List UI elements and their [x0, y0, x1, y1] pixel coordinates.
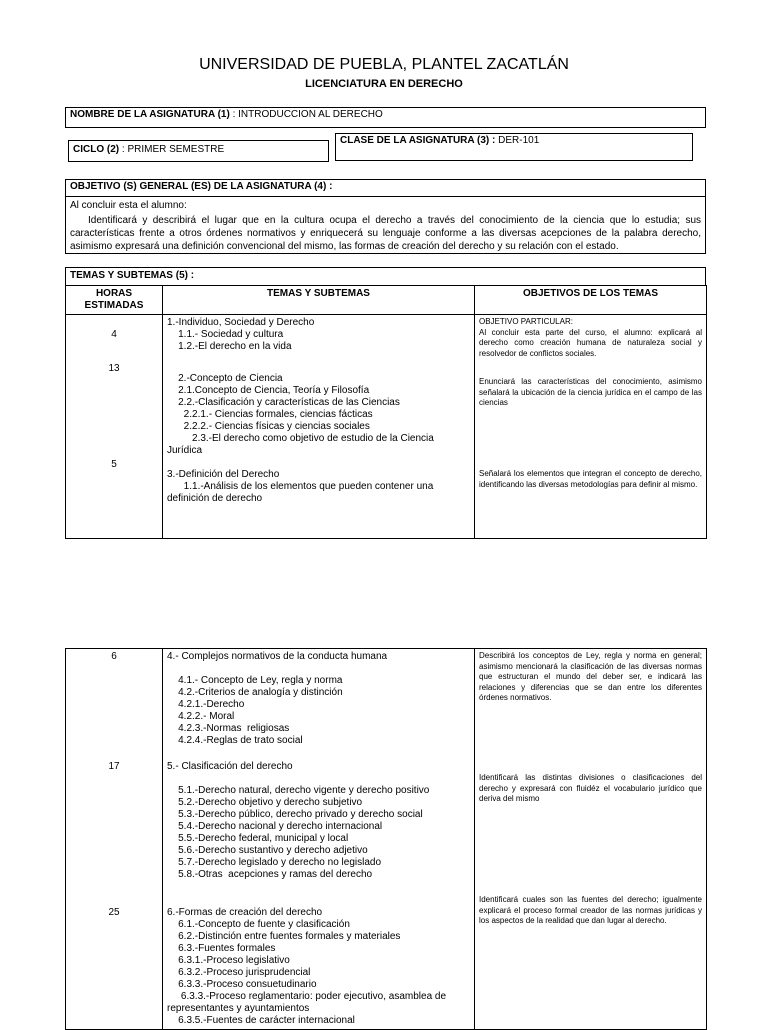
objective-text: Señalará los elementos que integran el concepto de derecho, identificando las diversas metodologías para definir al mismo.: [479, 469, 702, 489]
topic-line: 2.2.1.- Ciencias formales, ciencias fácticas: [167, 409, 373, 420]
topic-line: 1.-Individuo, Sociedad y Derecho: [167, 317, 315, 328]
topic-line: 2.3.-El derecho como objetivo de estudio de la Ciencia: [167, 433, 434, 444]
hours-cell: [66, 649, 163, 1030]
topic-line: 5.2.-Derecho objetivo y derecho subjetivo: [167, 797, 363, 808]
topics-cell: [163, 315, 475, 539]
topic-block: [167, 907, 470, 1027]
subject-name-label: NOMBRE DE LA ASIGNATURA (1): [70, 109, 230, 120]
topics-label: TEMAS Y SUBTEMAS (5) :: [65, 267, 706, 285]
topic-line: representantes y ayuntamientos: [167, 1003, 310, 1014]
topics-table-1: [65, 285, 707, 539]
topic-line: 3.-Definición del Derecho: [167, 469, 280, 480]
topic-line: 2.1.Concepto de Ciencia, Teoría y Filosofía: [167, 385, 370, 396]
program-subtitle: LICENCIATURA EN DERECHO: [305, 78, 463, 90]
topic-block: [167, 469, 470, 505]
topic-line: 5.1.-Derecho natural, derecho vigente y derecho positivo: [167, 785, 430, 796]
objective-text: Describirá los conceptos de Ley, regla y norma en general; asimismo mencionará la clasificación de las diversas normas que estructuran el mundo del deber ser, e indicará las relaciones y diferencias que se dan entre los diferentes órdenes normativos.: [479, 651, 702, 702]
topic-line: 2.-Concepto de Ciencia: [167, 373, 283, 384]
topic-line: [167, 773, 470, 785]
objective-block: [479, 377, 702, 469]
subject-name-box: [65, 107, 706, 128]
topic-line: 2.2.-Clasificación y características de las Ciencias: [167, 397, 400, 408]
topic-line: 5.5.-Derecho federal, municipal y local: [167, 833, 349, 844]
topic-block: [167, 761, 470, 907]
topic-block: [167, 317, 470, 373]
cycle-value: : PRIMER SEMESTRE: [119, 144, 225, 155]
hours-value: 4: [111, 329, 117, 340]
objective-block: [479, 317, 702, 377]
general-objective-intro: Al concluir esta el alumno:: [70, 200, 187, 211]
topic-line: 4.2.1.-Derecho: [167, 699, 245, 710]
objective-text: Identificará las distintas divisiones o clasificaciones del derecho y expresará con fluidéz el vocabulario jurídico que deriva del mismo: [479, 773, 702, 803]
topics-column-header: TEMAS Y SUBTEMAS: [163, 286, 475, 315]
general-objective-label: OBJETIVO (S) GENERAL (ES) DE LA ASIGNATURA (4) :: [66, 180, 705, 197]
topic-line: 5.6.-Derecho sustantivo y derecho adjetivo: [167, 845, 368, 856]
topic-line: 4.2.4.-Reglas de trato social: [167, 735, 303, 746]
objectives-cell: [475, 649, 707, 1030]
topic-line: 6.3.5.-Fuentes de carácter internacional: [167, 1015, 355, 1026]
topic-line: 1.1.-Análisis de los elementos que pueden contener una: [167, 481, 434, 492]
topic-line: 6.2.-Distinción entre fuentes formales y materiales: [167, 931, 401, 942]
objective-text: Identificará cuales son las fuentes del derecho; igualmente explicará el proceso formal creador de las normas jurídicas y los aspectos de la realidad que dan lugar al derecho.: [479, 895, 702, 925]
topic-line: [167, 663, 470, 675]
topic-line: 6.1.-Concepto de fuente y clasificación: [167, 919, 350, 930]
topic-line: Jurídica: [167, 445, 203, 456]
topic-line: 6.3.1.-Proceso legislativo: [167, 955, 290, 966]
topic-line: 6.3.-Fuentes formales: [167, 943, 276, 954]
objective-text: Al concluir esta parte del curso, el alumno: explicará al derecho como creación humana de naturaleza social y resolvedor de conflictos sociales.: [479, 327, 702, 358]
topics-cell: [163, 649, 475, 1030]
subject-class-box: [335, 133, 693, 161]
general-objective-box: [65, 179, 706, 254]
objective-block: [479, 895, 702, 927]
topic-line: 6.3.2.-Proceso jurisprudencial: [167, 967, 311, 978]
hours-value: 5: [111, 459, 117, 470]
objectives-column-header: OBJETIVOS DE LOS TEMAS: [475, 286, 707, 315]
topic-line: definición de derecho: [167, 493, 263, 504]
objective-heading: OBJETIVO PARTICULAR:: [479, 317, 573, 326]
hours-cell: [66, 315, 163, 539]
hours-value: 13: [108, 363, 120, 374]
objective-block: [479, 469, 702, 490]
hours-value: 6: [111, 651, 117, 662]
topic-line: 4.2.-Criterios de analogía y distinción: [167, 687, 343, 698]
topic-line: 6.-Formas de creación del derecho: [167, 907, 323, 918]
topic-line: 4.- Complejos normativos de la conducta humana: [167, 651, 388, 662]
topic-block: [167, 651, 470, 761]
hours-value: 25: [108, 907, 120, 918]
objectives-cell: [475, 315, 707, 539]
hours-value: 17: [108, 761, 120, 772]
topic-line: 5.7.-Derecho legislado y derecho no legislado: [167, 857, 382, 868]
topic-line: 1.1.- Sociedad y cultura: [167, 329, 284, 340]
subject-class-label: CLASE DE LA ASIGNATURA (3) :: [340, 135, 496, 146]
topic-block: [167, 373, 470, 469]
objective-text: Enunciará las características del conocimiento, asimismo señalará la ubicación de la ciencia jurídica en el campo de las ciencias: [479, 377, 702, 407]
topic-line: 1.2.-El derecho en la vida: [167, 341, 292, 352]
subject-name-value: : INTRODUCCION AL DERECHO: [229, 109, 383, 120]
objective-block: [479, 773, 702, 895]
topic-line: 5.- Clasificación del derecho: [167, 761, 293, 772]
cycle-label: CICLO (2): [73, 144, 120, 155]
topic-line: 4.2.2.- Moral: [167, 711, 235, 722]
subject-class-value: DER-101: [495, 135, 540, 146]
topic-line: 4.2.3.-Normas religiosas: [167, 723, 290, 734]
hours-column-header: HORAS ESTIMADAS: [66, 286, 163, 315]
objective-block: [479, 651, 702, 773]
topic-line: 6.3.3.-Proceso reglamentario: poder ejecutivo, asamblea de: [167, 991, 447, 1002]
topic-line: 5.4.-Derecho nacional y derecho internacional: [167, 821, 383, 832]
university-title: UNIVERSIDAD DE PUEBLA, PLANTEL ZACATLÁN: [199, 56, 569, 73]
topic-line: 2.2.2.- Ciencias físicas y ciencias sociales: [167, 421, 370, 432]
topic-line: 4.1.- Concepto de Ley, regla y norma: [167, 675, 343, 686]
topic-line: 5.8.-Otras acepciones y ramas del derecho: [167, 869, 373, 880]
general-objective-text: Identificará y describirá el lugar que en la cultura ocupa el derecho a través del conocimiento de la ciencia que lo estudia; sus características frente a otros órdenes normativos y enriquecerá su lenguaje conforme a las diversas acepciones de la palabra derecho, asimismo expresará una definición convencional del mismo, las formas de creación del derecho y su relación con el estado.: [70, 215, 701, 252]
topic-line: 6.3.3.-Proceso consuetudinario: [167, 979, 317, 990]
topics-table-2: [65, 648, 707, 1030]
cycle-box: [68, 140, 329, 162]
topic-line: 5.3.-Derecho público, derecho privado y derecho social: [167, 809, 423, 820]
